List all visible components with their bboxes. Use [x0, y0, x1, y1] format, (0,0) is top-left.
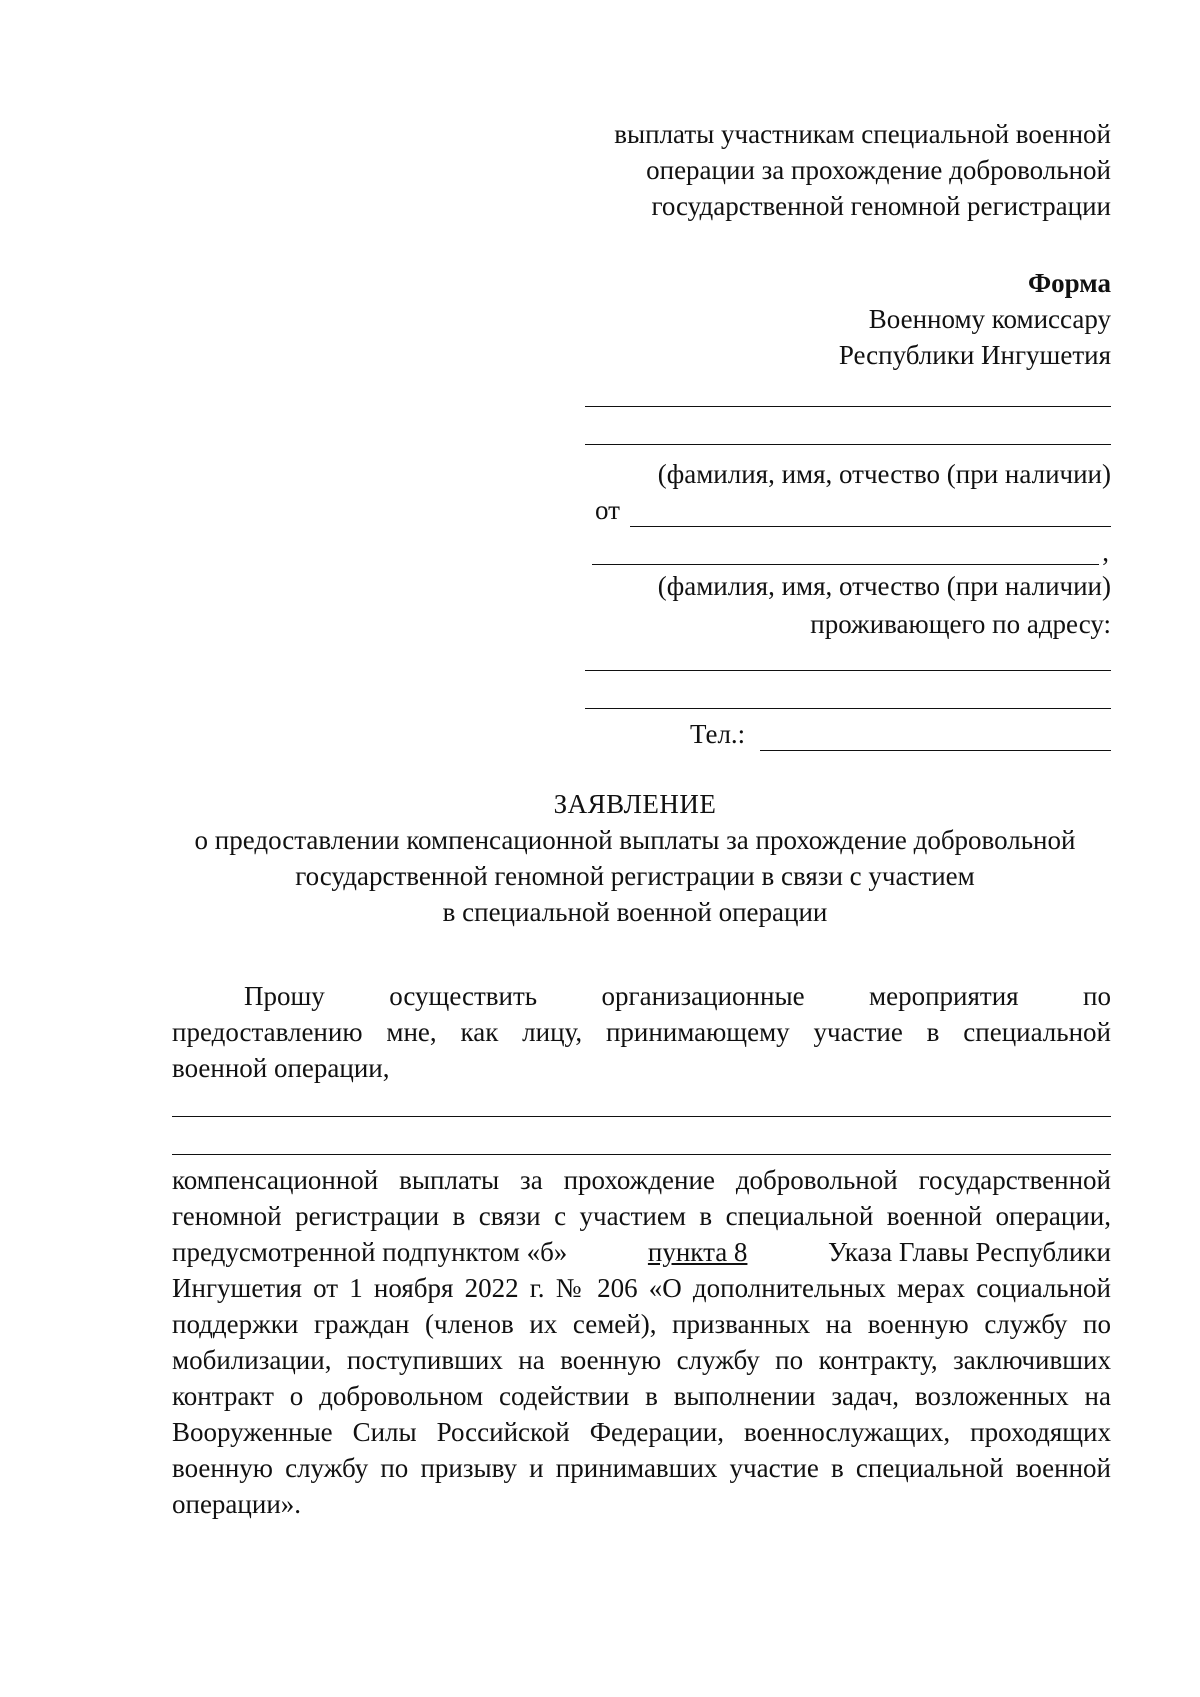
commissar-name-field-line-2[interactable]	[585, 444, 1111, 445]
address-field-line-2[interactable]	[585, 708, 1111, 709]
applicant-name-field-line-2[interactable]	[592, 564, 1099, 565]
appendix-reference	[585, 116, 1111, 224]
paragraph-line: предоставлению мне, как лицу, принимающему участие в специальной	[172, 1017, 1111, 1047]
statement-heading: ЗАЯВЛЕНИЕ	[553, 789, 717, 819]
address-field-line-1[interactable]	[585, 670, 1111, 671]
applicant-name-field-line-1[interactable]	[630, 526, 1111, 527]
phone-label: Тел.:	[690, 719, 746, 749]
word: по	[1083, 981, 1111, 1011]
request-paragraph	[172, 978, 1111, 1086]
line-text-pre: предусмотренной подпунктом «б»	[172, 1237, 568, 1267]
comma: ,	[1102, 537, 1109, 567]
paragraph-line: компенсационной выплаты за прохождение добровольной государственной	[172, 1165, 1111, 1195]
addressee-line: Республики Ингушетия	[838, 340, 1111, 370]
word: организационные	[601, 981, 805, 1011]
compensation-paragraph	[172, 1162, 1111, 1522]
paragraph-line-with-link	[172, 1234, 1111, 1270]
statement-title	[150, 786, 1120, 930]
word: Прошу	[244, 981, 325, 1011]
statement-subtitle-line: государственной геномной регистрации в связи с участием	[295, 861, 975, 891]
paragraph-line: военную службу по призыву и принимавших участие в специальной военной	[172, 1453, 1111, 1483]
from-label: от	[595, 495, 620, 525]
appendix-line: государственной геномной регистрации	[651, 191, 1111, 221]
paragraph-line: контракт о добровольном содействии в выполнении задач, возложенных на	[172, 1381, 1111, 1411]
paragraph-line: военной операции,	[172, 1053, 390, 1083]
appendix-line: выплаты участникам специальной военной	[614, 119, 1111, 149]
applicant-name-row-2	[592, 530, 1111, 566]
fio-caption: (фамилия, имя, отчество (при наличии)	[657, 571, 1111, 601]
paragraph-line: Вооруженные Силы Российской Федерации, военнослужащих, проходящих	[172, 1417, 1111, 1447]
line-text-post: Указа Главы Республики	[828, 1237, 1111, 1267]
paragraph-line: поддержки граждан (членов их семей), призванных на военную службу по	[172, 1309, 1111, 1339]
word: осуществить	[389, 981, 538, 1011]
fio-caption: (фамилия, имя, отчество (при наличии)	[657, 459, 1111, 489]
paragraph-line: мобилизации, поступивших на военную службу по контракту, заключивших	[172, 1345, 1111, 1375]
paragraph-line: геномной регистрации в связи с участием в специальной военной операции,	[172, 1201, 1111, 1231]
decree-clause-link[interactable]: пункта 8	[647, 1237, 748, 1267]
applicant-name-row	[595, 492, 1111, 528]
paragraph-line	[172, 978, 1111, 1014]
details-field-line-2[interactable]	[172, 1154, 1111, 1155]
form-label: Форма	[1027, 268, 1111, 298]
form-label-block	[585, 265, 1111, 373]
commissar-name-field-line-1[interactable]	[585, 406, 1111, 407]
addressee-line: Военному комиссару	[868, 304, 1111, 334]
address-label: проживающего по адресу:	[810, 609, 1111, 639]
statement-subtitle-line: о предоставлении компенсационной выплаты за прохождение добровольной	[194, 825, 1076, 855]
line-text	[172, 1234, 567, 1270]
phone-field-line[interactable]	[760, 750, 1111, 751]
word: мероприятия	[869, 981, 1019, 1011]
phone-row	[690, 716, 1111, 752]
appendix-line: операции за прохождение добровольной	[646, 155, 1111, 185]
details-field-line-1[interactable]	[172, 1116, 1111, 1117]
paragraph-line: Ингушетия от 1 ноября 2022 г. № 206 «О дополнительных мерах социальной	[172, 1273, 1111, 1303]
statement-subtitle-line: в специальной военной операции	[442, 897, 828, 927]
paragraph-line: операции».	[172, 1489, 302, 1519]
